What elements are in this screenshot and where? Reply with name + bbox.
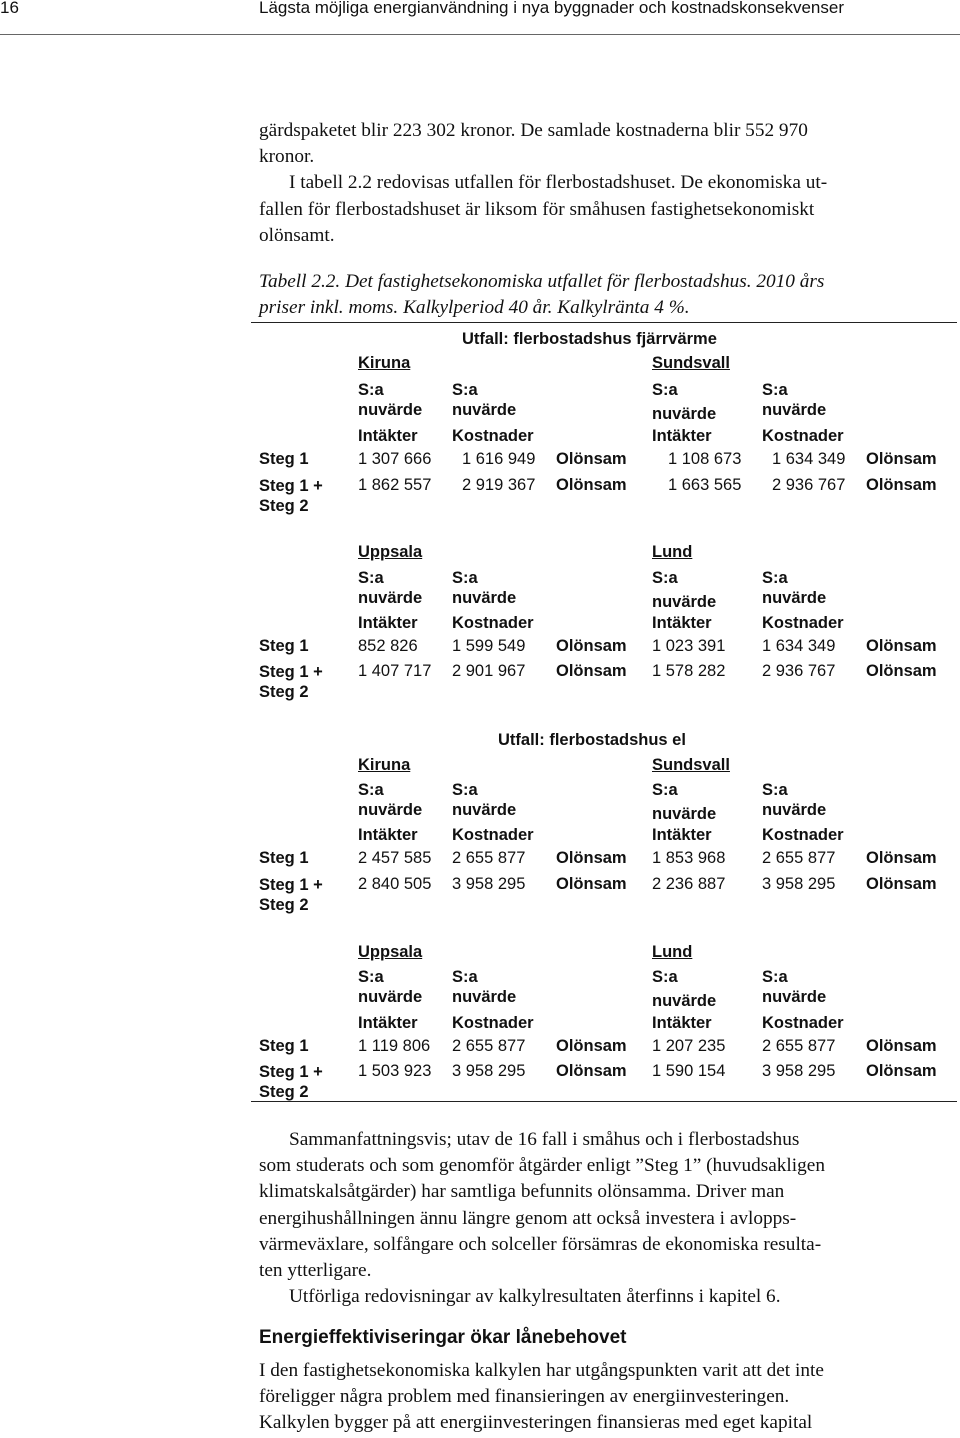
col-header-kostnader: Kostnader (452, 614, 534, 632)
summary-line: ten ytterligare. (259, 1260, 372, 1282)
col-header-sa (652, 380, 717, 423)
summary-line: som studerats och som genomför åtgärder enligt ”Steg 1” (huvudsakligen (259, 1155, 825, 1177)
table-cell: Olönsam (556, 849, 627, 867)
table-cell: Olönsam (556, 476, 627, 494)
nuvarde-label: nuvärde (452, 401, 517, 419)
table-cell: 2 655 877 (762, 849, 836, 867)
row-label: Steg 1 (259, 637, 309, 655)
steg2-label: Steg 2 (259, 1083, 309, 1101)
table-cell: 1 634 349 (772, 450, 846, 468)
steg1plus-label: Steg 1 + (259, 876, 323, 894)
summary-line: Sammanfattningsvis; utav de 16 fall i småhus och i flerbostadshus (289, 1129, 800, 1150)
summary-line: Utförliga redovisningar av kalkylresultaten återfinns i kapitel 6. (289, 1286, 781, 1308)
row-label: Steg 1 (259, 450, 309, 468)
steg2-label: Steg 2 (259, 896, 309, 914)
col-header-intakter: Intäkter (358, 1014, 418, 1032)
col-header-intakter: Intäkter (358, 614, 418, 632)
row-label (259, 476, 323, 516)
table-cell: 1 207 235 (652, 1037, 726, 1055)
sa-label: S:a (358, 968, 384, 986)
caption-line: priser inkl. moms. Kalkylperiod 40 år. Kalkylränta 4 %. (259, 297, 690, 319)
table-cell: 2 236 887 (652, 875, 726, 893)
city-heading: Sundsvall (652, 354, 730, 372)
col-header-sa (358, 967, 422, 1007)
table-cell: 2 655 877 (452, 1037, 526, 1055)
col-header-sa (452, 380, 516, 420)
sa-label: S:a (762, 781, 788, 799)
summary-paragraph (259, 1127, 931, 1310)
table-cell: Olönsam (556, 662, 627, 680)
caption-line: Tabell 2.2. Det fastighetsekonomiska utfallet för flerbostadshus. 2010 års (259, 271, 825, 292)
sa-label: S:a (452, 968, 478, 986)
sa-label: S:a (762, 381, 788, 399)
table-top-rule (251, 322, 957, 323)
city-heading: Uppsala (358, 943, 423, 961)
col-header-sa (452, 967, 516, 1007)
row-label (259, 1062, 323, 1102)
running-title: Lägsta möjliga energianvändning i nya byggnader och kostnadskonsekvenser (259, 0, 844, 17)
group-title: Utfall: flerbostadshus el (498, 731, 686, 749)
col-header-kostnader: Kostnader (452, 427, 534, 445)
steg2-label: Steg 2 (259, 497, 309, 515)
section-heading: Energieffektiviseringar ökar lånebehovet (259, 1327, 627, 1348)
table-cell: Olönsam (866, 476, 937, 494)
col-header-kostnader: Kostnader (452, 1014, 534, 1032)
table-cell: 2 655 877 (762, 1037, 836, 1055)
sa-label: S:a (358, 781, 384, 799)
table-cell: 1 578 282 (652, 662, 726, 680)
sa-label: S:a (452, 781, 478, 799)
table-cell: 2 936 767 (772, 476, 846, 494)
intro-line: olönsamt. (259, 224, 335, 246)
table-cell: 1 634 349 (762, 637, 836, 655)
section-line: I den fastighetsekonomiska kalkylen har utgångspunkten varit att det inte (259, 1360, 824, 1381)
nuvarde-label: nuvärde (452, 589, 517, 607)
table-cell: Olönsam (556, 1037, 627, 1055)
col-header-intakter: Intäkter (652, 826, 712, 844)
table-cell: 1 503 923 (358, 1062, 432, 1080)
table-cell: 1 119 806 (358, 1037, 431, 1055)
table-cell: Olönsam (556, 875, 627, 893)
col-header-kostnader: Kostnader (762, 1014, 844, 1032)
steg1plus-label: Steg 1 + (259, 663, 323, 681)
col-header-sa (358, 380, 422, 420)
table-cell: 3 958 295 (762, 1062, 836, 1080)
col-header-kostnader: Kostnader (452, 826, 534, 844)
nuvarde-label: nuvärde (762, 589, 827, 607)
intro-paragraph (259, 118, 931, 249)
col-header-sa (358, 568, 422, 608)
table-cell: 2 936 767 (762, 662, 836, 680)
intro-line: fallen för flerbostadshuset är liksom för småhusen fastighetsekonomiskt (259, 198, 815, 220)
row-label (259, 875, 323, 915)
sa-label: S:a (652, 569, 678, 587)
section-line: föreligger några problem med finansieringen av energiinvesteringen. (259, 1386, 790, 1408)
col-header-intakter: Intäkter (358, 427, 418, 445)
city-heading: Kiruna (358, 756, 411, 774)
table-cell: Olönsam (556, 637, 627, 655)
row-label (259, 662, 323, 702)
intro-line: I tabell 2.2 redovisas utfallen för flerbostadshuset. De ekonomiska ut- (289, 172, 828, 194)
table-cell: 2 655 877 (452, 849, 526, 867)
header-rule (0, 34, 960, 35)
col-header-intakter: Intäkter (358, 826, 418, 844)
table-cell: 2 919 367 (462, 476, 536, 494)
col-header-sa (652, 780, 717, 823)
steg1plus-label: Steg 1 + (259, 477, 323, 495)
table-cell: 1 590 154 (652, 1062, 726, 1080)
table-cell: Olönsam (866, 662, 937, 680)
table-cell: 2 840 505 (358, 875, 432, 893)
table-cell: 1 023 391 (652, 637, 726, 655)
sa-label: S:a (762, 968, 788, 986)
col-header-sa (358, 780, 422, 820)
col-header-sa (762, 568, 826, 608)
sa-label: S:a (652, 381, 678, 399)
nuvarde-label: nuvärde (358, 589, 423, 607)
page-number: 16 (0, 0, 19, 17)
table-cell: Olönsam (866, 637, 937, 655)
table-cell: Olönsam (866, 450, 937, 468)
sa-label: S:a (652, 781, 678, 799)
col-header-intakter: Intäkter (652, 427, 712, 445)
table-cell: 1 599 549 (452, 637, 526, 655)
steg2-label: Steg 2 (259, 683, 309, 701)
nuvarde-label: nuvärde (452, 988, 517, 1006)
col-header-kostnader: Kostnader (762, 427, 844, 445)
table-cell: 1 663 565 (668, 476, 742, 494)
nuvarde-label: nuvärde (452, 801, 517, 819)
table-caption (259, 269, 959, 321)
col-header-sa (452, 568, 516, 608)
nuvarde-label: nuvärde (652, 992, 717, 1010)
col-header-sa (762, 967, 826, 1007)
table-cell: Olönsam (866, 875, 937, 893)
nuvarde-label: nuvärde (762, 401, 827, 419)
table-cell: Olönsam (556, 1062, 627, 1080)
section-paragraph (259, 1358, 931, 1437)
section-line: Kalkylen bygger på att energiinvesteringen finansieras med eget kapital (259, 1412, 813, 1434)
table-cell: Olönsam (866, 1037, 937, 1055)
row-label: Steg 1 (259, 1037, 309, 1055)
col-header-kostnader: Kostnader (762, 614, 844, 632)
table-cell: 2 901 967 (452, 662, 526, 680)
table-bottom-rule (251, 1101, 957, 1102)
table-cell: 1 853 968 (652, 849, 726, 867)
table-cell: 2 457 585 (358, 849, 432, 867)
nuvarde-label: nuvärde (652, 593, 717, 611)
table-cell: 3 958 295 (452, 875, 526, 893)
col-header-intakter: Intäkter (652, 1014, 712, 1032)
nuvarde-label: nuvärde (652, 405, 717, 423)
intro-line: gärdspaketet blir 223 302 kronor. De samlade kostnaderna blir 552 970 (259, 120, 808, 141)
nuvarde-label: nuvärde (358, 988, 423, 1006)
sa-label: S:a (358, 381, 384, 399)
table-cell: 852 826 (358, 637, 418, 655)
sa-label: S:a (358, 569, 384, 587)
table-cell: Olönsam (866, 849, 937, 867)
table-cell: 3 958 295 (762, 875, 836, 893)
table-cell: 1 407 717 (358, 662, 432, 680)
sa-label: S:a (452, 569, 478, 587)
row-label: Steg 1 (259, 849, 309, 867)
summary-line: värmeväxlare, solfångare och solceller försämras de ekonomiska resulta- (259, 1233, 822, 1255)
table-cell: 1 307 666 (358, 450, 432, 468)
sa-label: S:a (762, 569, 788, 587)
table-cell: 1 616 949 (462, 450, 536, 468)
col-header-sa (452, 780, 516, 820)
steg1plus-label: Steg 1 + (259, 1063, 323, 1081)
intro-line: kronor. (259, 146, 315, 168)
nuvarde-label: nuvärde (652, 805, 717, 823)
group-title: Utfall: flerbostadshus fjärrvärme (462, 330, 717, 348)
city-heading: Lund (652, 943, 693, 961)
city-heading: Kiruna (358, 354, 411, 372)
table-cell: 1 108 673 (668, 450, 742, 468)
col-header-sa (652, 967, 717, 1010)
summary-line: energihushållningen ännu längre genom att också investera i avlopps- (259, 1207, 797, 1229)
table-cell: Olönsam (866, 1062, 937, 1080)
table-cell: 1 862 557 (358, 476, 432, 494)
col-header-sa (652, 568, 717, 611)
table-cell: 3 958 295 (452, 1062, 526, 1080)
nuvarde-label: nuvärde (762, 988, 827, 1006)
col-header-kostnader: Kostnader (762, 826, 844, 844)
sa-label: S:a (652, 968, 678, 986)
city-heading: Sundsvall (652, 756, 730, 774)
city-heading: Lund (652, 543, 693, 561)
sa-label: S:a (452, 381, 478, 399)
table-cell: Olönsam (556, 450, 627, 468)
city-heading: Uppsala (358, 543, 423, 561)
col-header-sa (762, 780, 826, 820)
summary-line: klimatskalsåtgärder) har samtliga befunnits olönsamma. Driver man (259, 1181, 785, 1203)
col-header-intakter: Intäkter (652, 614, 712, 632)
nuvarde-label: nuvärde (358, 401, 423, 419)
nuvarde-label: nuvärde (762, 801, 827, 819)
nuvarde-label: nuvärde (358, 801, 423, 819)
col-header-sa (762, 380, 826, 420)
